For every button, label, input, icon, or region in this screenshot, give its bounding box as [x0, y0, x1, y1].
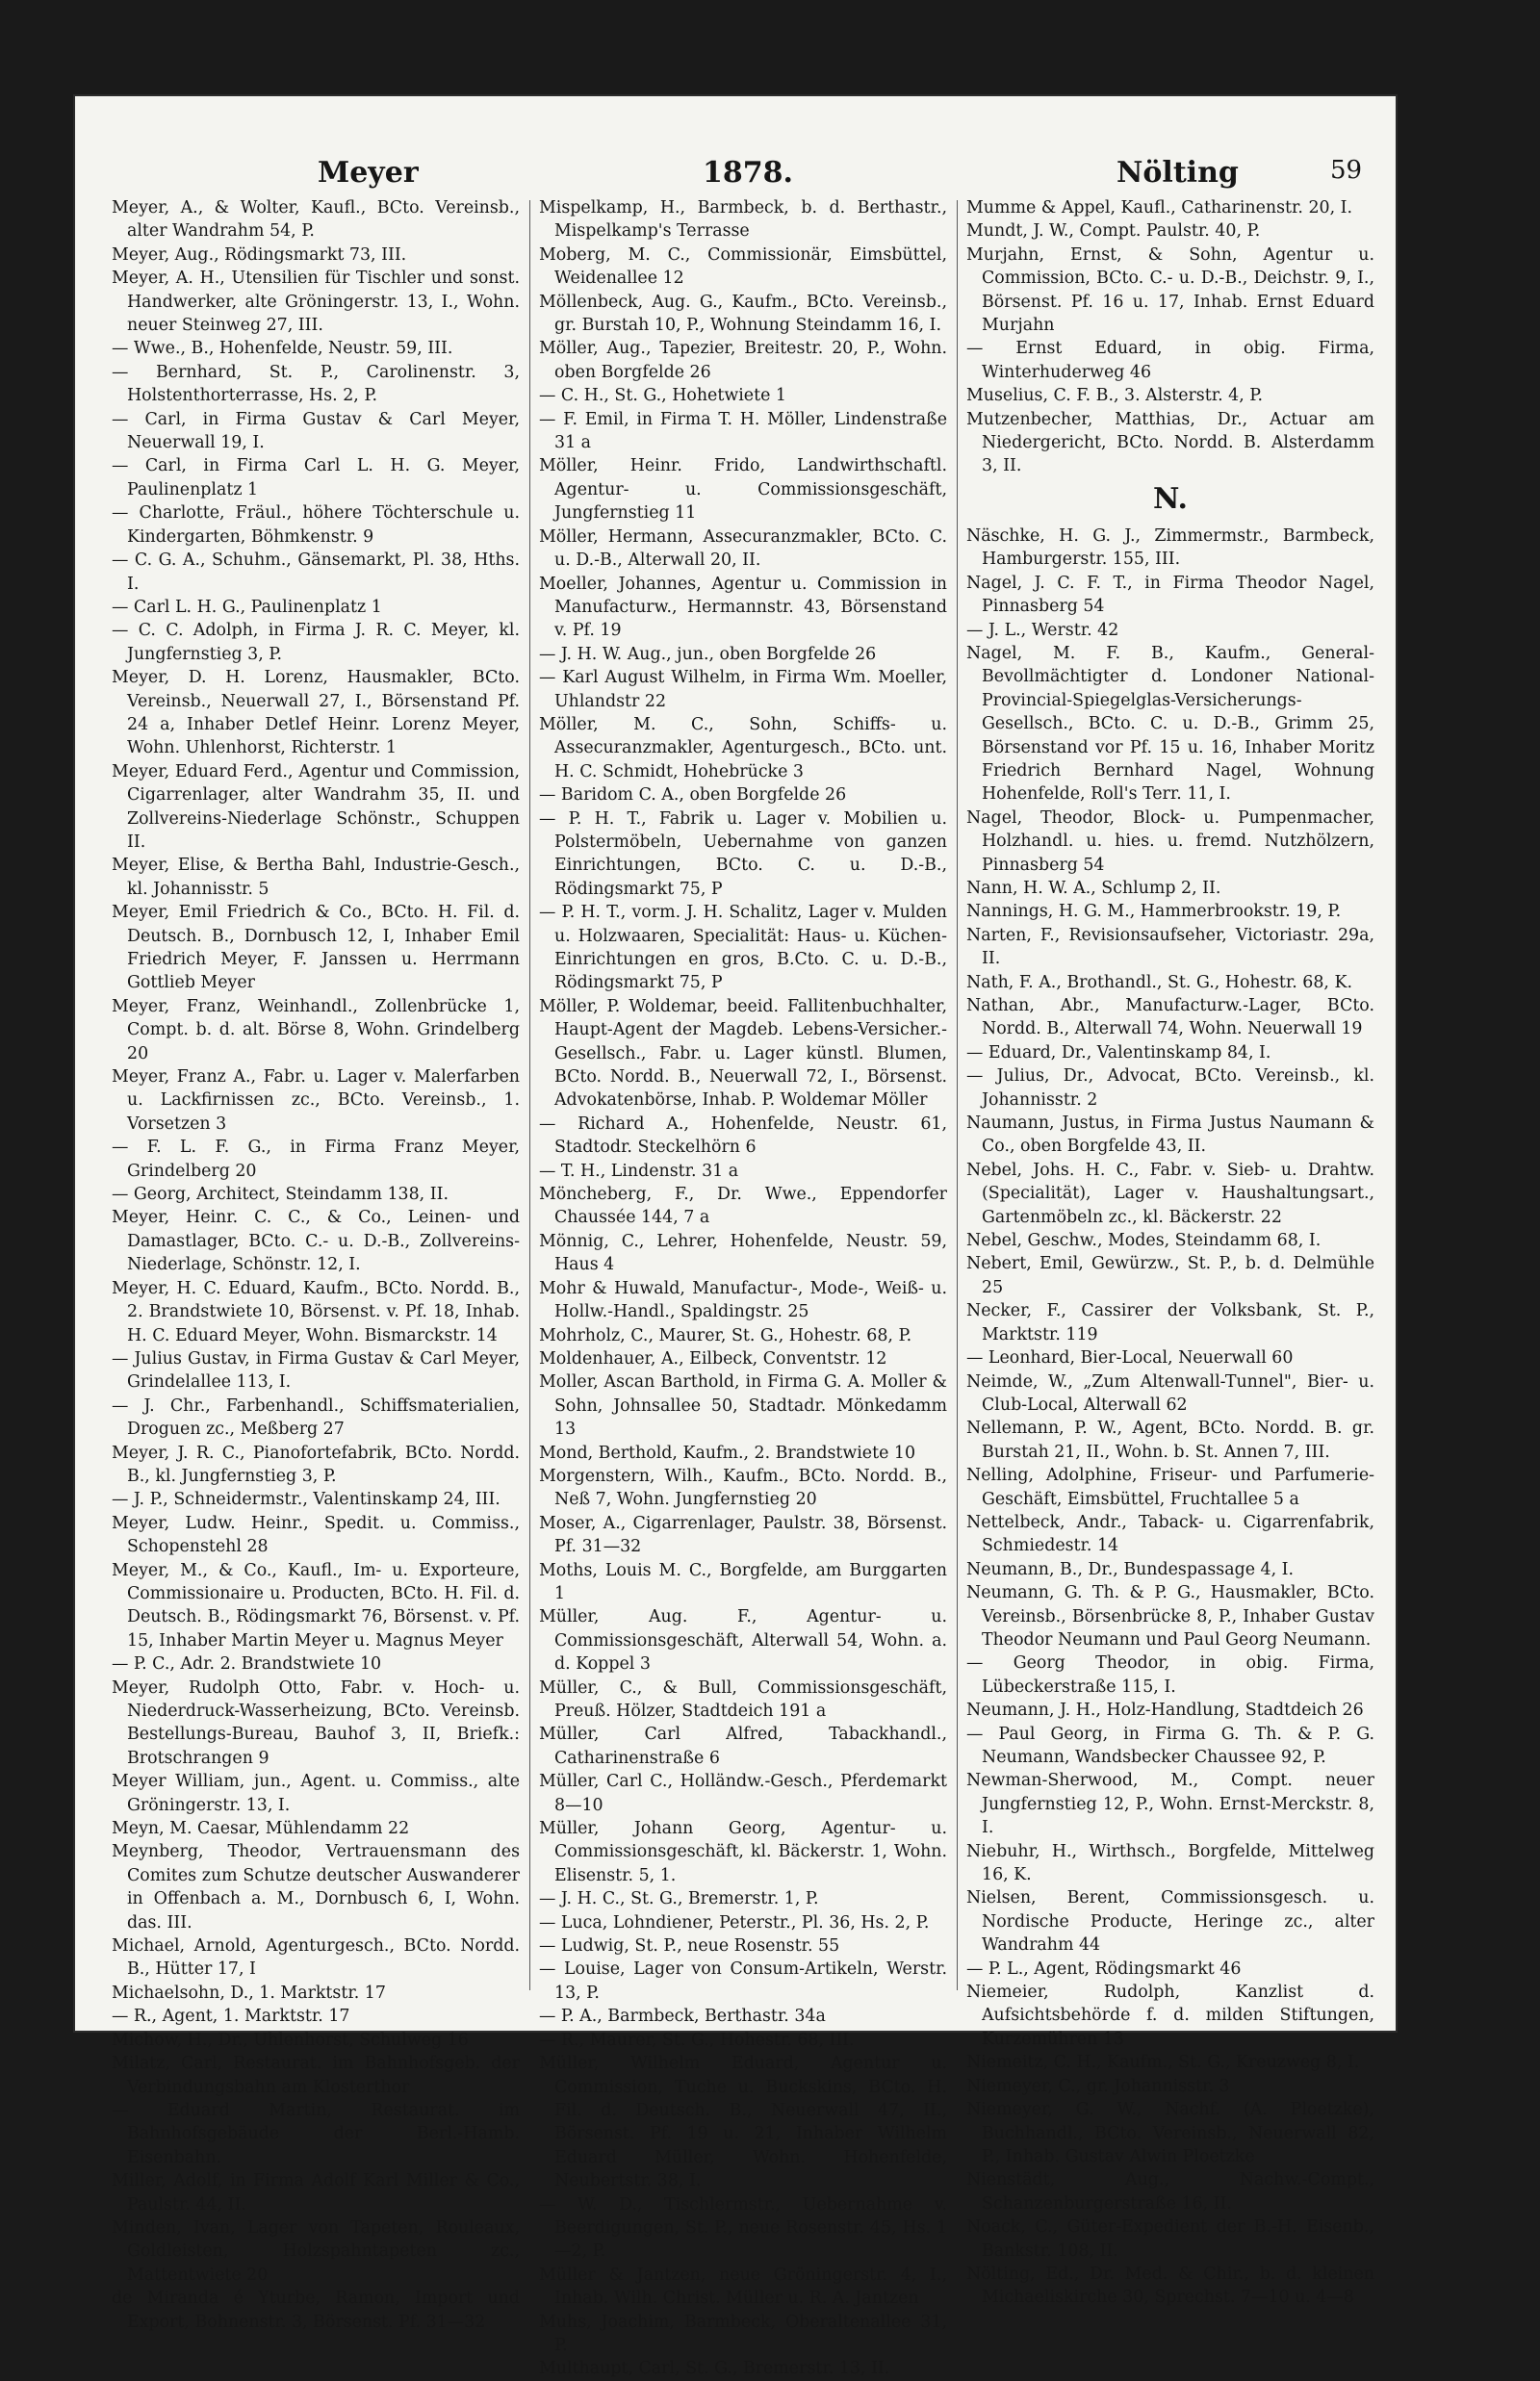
directory-entry: Milatz, Carl, Restaurat. im Bahnhofsgeb. der Verbindungsbahn am Klosterthor: [112, 2054, 520, 2097]
directory-entry: — Bernhard, St. P., Carolinenstr. 3, Holstenthorterrasse, Hs. 2, P.: [112, 362, 520, 406]
directory-entry: — P. C., Adr. 2. Brandstwiete 10: [112, 1654, 382, 1675]
document-page: [75, 96, 1396, 2379]
directory-entry: Meyer, H. C. Eduard, Kaufm., BCto. Nordd. B., 2. Brandstwiete 10, Börsenst. v. Pf. 18, Inhab. H. C. Eduard Meyer, Wohn. Bismarckstr. 14: [112, 1278, 520, 1345]
directory-entry: Müller, Johann Georg, Agentur- u. Commissionsgeschäft, kl. Bäckerstr. 1, Wohn. Elisenstr. 5, 1.: [539, 1819, 947, 1885]
page-number: 59: [1330, 156, 1363, 185]
directory-column-2: [539, 196, 947, 2379]
directory-entry: Muselius, C. F. B., 3. Alsterstr. 4, P.: [966, 386, 1263, 406]
directory-entry: — P. L., Agent, Rödingsmarkt 46: [966, 1959, 1242, 1979]
directory-entry: Miller, Adolf, in Firma Adolf Karl Miller & Co., Paulstr. 44, II.: [112, 2171, 520, 2215]
directory-entry: Möncheberg, F., Dr. Wwe., Eppendorfer Chaussée 144, 7 a: [539, 1185, 947, 1228]
directory-entry: Niemeitz, C. H., Kaufm., St. G., Kreuzweg 8, I.: [966, 2053, 1360, 2073]
directory-entry: Niemeier, Rudolph, Kanzlist d. Aufsichtsbehörde f. d. milden Stiftungen, Kurzemühren 13: [966, 1983, 1374, 2049]
directory-entry: Meyn, M. Caesar, Mühlendamm 22: [112, 1819, 410, 1839]
directory-entry: — Karl August Wilhelm, in Firma Wm. Moeller, Uhlandstr 22: [539, 668, 947, 711]
directory-entry: Meyer, Rudolph Otto, Fabr. v. Hoch- u. Niederdruck-Wasserheizung, BCto. Vereinsb. Bestellungs-Bureau, Bauhof 3, II, Briefk.: Brotschrangen 9: [112, 1677, 520, 1768]
directory-entry: — C. G. A., Schuhm., Gänsemarkt, Pl. 38, Hths. I.: [112, 550, 520, 594]
directory-entry: Niemeyer, C., gr. Johannisstr. 3: [966, 2076, 1230, 2096]
directory-entry: Muhs, Joachim, Barmbeck, Oberaltenallee 31, P.: [539, 2312, 947, 2355]
directory-entry: Meyer William, jun., Agent. u. Commiss., alte Gröningerstr. 13, I.: [112, 1772, 520, 1815]
directory-entry: — Eduard Martin, Restaurat. im Bahnhofsgebäude der Berl.-Hamb. Eisenbahn.: [112, 2100, 520, 2167]
directory-entry: Meyer, Aug., Rödingsmarkt 73, III.: [112, 244, 407, 265]
running-head-left: Meyer: [318, 156, 419, 190]
directory-entry: — Leonhard, Bier-Local, Neuerwall 60: [966, 1348, 1294, 1369]
directory-entry: Michael, Arnold, Agenturgesch., BCto. Nordd. B., Hütter 17, I: [112, 1936, 520, 1980]
column-divider: [957, 200, 958, 1990]
directory-entry: Nagel, J. C. F. T., in Firma Theodor Nagel, Pinnasberg 54: [966, 573, 1374, 617]
directory-entry: Müller, C., & Bull, Commissionsgeschäft, Preuß. Hölzer, Stadtdeich 191 a: [539, 1677, 947, 1721]
column-divider: [529, 200, 530, 1990]
directory-entry: Niemeyer, G. W., Nachf. (A. Ploetzke), Buchhandl., BCto. Vereinsb., Neuerwall 82, P., Inhab. Gustav Alwin Ploetzke: [966, 2100, 1374, 2166]
directory-entry: Möller, Heinr. Frido, Landwirthschaftl. Agentur- u. Commissionsgeschäft, Jungfernstieg 11: [539, 456, 947, 524]
directory-entry: Nebel, Johs. H. C., Fabr. v. Sieb- u. Drahtw. (Specialität), Lager v. Haushaltungsart., Gartenmöbeln zc., kl. Bäckerstr. 22: [966, 1160, 1374, 1227]
directory-entry: Nelling, Adolphine, Friseur- und Parfumerie-Geschäft, Eimsbüttel, Fruchtallee 5 a: [966, 1466, 1374, 1509]
directory-entry: Noack, C., Güter-Expedient der B.-H. Eisenb., Bankstr. 108, II.: [966, 2217, 1374, 2261]
directory-entry: Neumann, B., Dr., Bundespassage 4, I.: [966, 1559, 1295, 1579]
directory-entry: Mundt, J. W., Compt. Paulstr. 40, P.: [966, 221, 1261, 242]
directory-entry: Nagel, M. F. B., Kaufm., General-Bevollmächtigter d. Londoner National-Provincial-Spiegelglas-Versicherungs-Gesellsch., BCto. C. u. D.-B., Grimm 25, Börsenstand vor Pf. 15 u. 16, Inhaber Moritz Friedrich Bernhard Nagel, Wohnung Hohenfelde, Roll's Terr. 11, I.: [966, 643, 1374, 805]
directory-entry: Nebert, Emil, Gewürzw., St. P., b. d. Delmühle 25: [966, 1254, 1374, 1297]
directory-entry: Möller, M. C., Sohn, Schiffs- u. Assecuranzmakler, Agenturgesch., BCto. unt. H. C. Schmidt, Hohebrücke 3: [539, 714, 947, 781]
directory-entry: Murjahn, Ernst, & Sohn, Agentur u. Commission, BCto. C.- u. D.-B., Deichstr. 9, I., Börsenst. Pf. 16 u. 17, Inhab. Ernst Eduard Murjahn: [966, 244, 1374, 336]
directory-entry: Mond, Berthold, Kaufm., 2. Brandstwiete 10: [539, 1443, 916, 1463]
directory-entry: — Eduard, Dr., Valentinskamp 84, I.: [966, 1042, 1271, 1062]
directory-entry: — T. H., Lindenstr. 31 a: [539, 1161, 739, 1181]
directory-column-3: [966, 196, 1374, 2308]
section-letter: N.: [1153, 481, 1188, 516]
directory-entry: — Carl, in Firma Carl L. H. G. Meyer, Paulinenplatz 1: [112, 456, 520, 499]
directory-entry: — Wwe., B., Hohenfelde, Neustr. 59, III.: [112, 339, 453, 359]
directory-entry: — C. H., St. G., Hohetwiete 1: [539, 386, 786, 406]
directory-entry: Narten, F., Revisionsaufseher, Victoriastr. 29a, II.: [966, 925, 1374, 969]
directory-entry: Moths, Louis M. C., Borgfelde, am Burggarten 1: [539, 1560, 947, 1603]
directory-entry: Meyer, Heinr. C. C., & Co., Leinen- und Damastlager, BCto. C.- u. D.-B., Zollvereins-Niederlage, Schönstr. 12, I.: [112, 1208, 520, 1275]
directory-entry: Möller, Aug., Tapezier, Breitestr. 20, P., Wohn. oben Borgfelde 26: [539, 339, 947, 382]
directory-entry: Neumann, J. H., Holz-Handlung, Stadtdeich 26: [966, 1701, 1364, 1721]
directory-entry: — P. H. T., Fabrik u. Lager v. Mobilien u. Polstermöbeln, Uebernahme von ganzen Einrichtungen, BCto. C. u. D.-B., Rödingsmarkt 75, P: [539, 808, 947, 899]
directory-entry: — C. C. Adolph, in Firma J. R. C. Meyer, kl. Jungfernstieg 3, P.: [112, 621, 520, 664]
directory-entry: Nettelbeck, Andr., Taback- u. Cigarrenfabrik, Schmiedestr. 14: [966, 1512, 1374, 1556]
directory-entry: Müller, Aug. F., Agentur- u. Commissionsgeschäft, Alterwall 54, Wohn. a. d. Koppel 3: [539, 1607, 947, 1675]
directory-entry: Meyer, A. H., Utensilien für Tischler und sonst. Handwerker, alte Gröningerstr. 13, I., Wohn. neuer Steinweg 27, III.: [112, 269, 520, 336]
directory-entry: — J. P., Schneidermstr., Valentinskamp 24, III.: [112, 1490, 500, 1510]
directory-entry: Michow, H., Dr., Uhlenhorst, Schulweg 16: [112, 2030, 469, 2050]
directory-entry: — Julius, Dr., Advocat, BCto. Vereinsb., kl. Johannisstr. 2: [966, 1066, 1374, 1110]
directory-entry: Näschke, H. G. J., Zimmermstr., Barmbeck, Hamburgerstr. 155, III.: [966, 525, 1374, 570]
directory-entry: Meyer, A., & Wolter, Kaufl., BCto. Vereinsb., alter Wandrahm 54, P.: [112, 198, 520, 242]
directory-entry: Michaelsohn, D., 1. Marktstr. 17: [112, 1983, 386, 2003]
directory-entry: Meyer, Eduard Ferd., Agentur und Commission, Cigarrenlager, alter Wandrahm 35, II. und Zollvereins-Niederlage Schönstr., Schuppen II.: [112, 761, 520, 852]
directory-entry: — P. H. T., vorm. J. H. Schalitz, Lager v. Mulden u. Holzwaaren, Specialität: Haus- u. Küchen-Einrichtungen en gros, B.Cto. C. u. D.-B., Rödingsmarkt 75, P: [539, 903, 947, 993]
directory-entry: Meyer, J. R. C., Pianofortefabrik, BCto. Nordd. B., kl. Jungfernstieg 3, P.: [112, 1443, 520, 1486]
directory-entry: Möllenbeck, Aug. G., Kaufm., BCto. Vereinsb., gr. Burstah 10, P., Wohnung Steindamm 16, I.: [539, 292, 947, 336]
directory-entry: Moeller, Johannes, Agentur u. Commission in Manufacturw., Hermannstr. 43, Börsenstand v. Pf. 19: [539, 574, 947, 641]
directory-entry: Nielsen, Berent, Commissionsgesch. u. Nordische Producte, Heringe zc., alter Wandrahm 44: [966, 1888, 1374, 1956]
directory-entry: Mönnig, C., Lehrer, Hohenfelde, Neustr. 59, Haus 4: [539, 1231, 947, 1275]
directory-entry: — P. A., Barmbeck, Berthastr. 34a: [539, 2007, 826, 2027]
directory-entry: — R., Maurer, St. G., Hohestr. 68, III.: [539, 2030, 855, 2050]
directory-entry: Mohr & Huwald, Manufactur-, Mode-, Weiß- u. Hollw.-Handl., Spaldingstr. 25: [539, 1278, 947, 1322]
running-head-year: 1878.: [703, 156, 793, 190]
directory-entry: Morgenstern, Wilh., Kaufm., BCto. Nordd. B., Neß 7, Wohn. Jungfernstieg 20: [539, 1466, 947, 1510]
directory-entry: — Richard A., Hohenfelde, Neustr. 61, Stadtodr. Steckelhörn 6: [539, 1114, 947, 1158]
directory-entry: Mohrholz, C., Maurer, St. G., Hohestr. 68, P.: [539, 1325, 912, 1345]
directory-entry: Moldenhauer, A., Eilbeck, Conventstr. 12: [539, 1348, 887, 1369]
directory-entry: Meyer, Elise, & Bertha Bahl, Industrie-Gesch., kl. Johannisstr. 5: [112, 856, 520, 899]
directory-entry: — Paul Georg, in Firma G. Th. & P. G. Neumann, Wandsbecker Chaussee 92, P.: [966, 1724, 1374, 1767]
directory-entry: Nath, F. A., Brothandl., St. G., Hohestr. 68, K.: [966, 972, 1353, 992]
directory-entry: — Ludwig, St. P., neue Rosenstr. 55: [539, 1936, 840, 1957]
directory-columns: [112, 196, 1374, 2379]
directory-entry: Meyer, Emil Friedrich & Co., BCto. H. Fil. d. Deutsch. B., Dornbusch 12, I, Inhaber Emil Friedrich Meyer, F. Janssen u. Herrmann Gottlieb Meyer: [112, 903, 520, 993]
directory-entry: Moberg, M. C., Commissionär, Eimsbüttel, Weidenallee 12: [539, 244, 947, 289]
directory-entry: — J. Chr., Farbenhandl., Schiffsmaterialien, Droguen zc., Meßberg 27: [112, 1395, 520, 1440]
directory-entry: Nienstädt, Aug., Nachw.-Compt., Schanzenburgerstraße 16, II.: [966, 2170, 1374, 2214]
directory-entry: Meyer, Franz, Weinhandl., Zollenbrücke 1, Compt. b. d. alt. Börse 8, Wohn. Grindelberg 20: [112, 996, 520, 1063]
directory-entry: Nölting, Ed., Dr. Med. & Chir., b. d. kleinen Michaeliskirche 30, Sprechst. 7—10 u. 4—8: [966, 2264, 1374, 2308]
directory-entry: Mispelkamp, H., Barmbeck, b. d. Berthastr., Mispelkamp's Terrasse: [539, 198, 947, 242]
directory-entry: Moser, A., Cigarrenlager, Paulstr. 38, Börsenst. Pf. 31—32: [539, 1513, 947, 1557]
directory-entry: Mumme & Appel, Kaufl., Catharinenstr. 20, I.: [966, 198, 1353, 218]
directory-entry: — Carl L. H. G., Paulinenplatz 1: [112, 597, 382, 617]
directory-column-1: [112, 196, 520, 2332]
directory-entry: Nann, H. W. A., Schlump 2, II.: [966, 878, 1221, 898]
directory-entry: Nannings, H. G. M., Hammerbrookstr. 19, P.: [966, 902, 1342, 922]
directory-entry: Multhaupt, Carl, St. G., Bremerstr. 13, II.: [539, 2359, 890, 2379]
directory-entry: Möller, Hermann, Assecuranzmakler, BCto. C. u. D.-B., Alterwall 20, II.: [539, 526, 947, 571]
directory-entry: Müller & Jantzen, neue Gröningerstr. 4, I., Inhab. Wilh. Christ. Müller u. R. A. Jantzen: [539, 2265, 947, 2309]
running-head-right: Nölting: [1116, 156, 1239, 190]
directory-entry: — J. H. W. Aug., jun., oben Borgfelde 26: [539, 644, 877, 664]
directory-entry: Moller, Ascan Barthold, in Firma G. A. Moller & Sohn, Johnsallee 50, Stadtadr. Mönkedamm 13: [539, 1372, 947, 1440]
directory-entry: Minden, Ivan, Lager von Tapeten, Rouleaux, Goldleisten, Holzspahntapeten zc., Mattentwiete 20: [112, 2217, 520, 2285]
directory-entry: — J. H. C., St. G., Bremerstr. 1, P.: [539, 1889, 819, 1909]
directory-entry: — Carl, in Firma Gustav & Carl Meyer, Neuerwall 19, I.: [112, 409, 520, 453]
directory-entry: — Julius Gustav, in Firma Gustav & Carl Meyer, Grindelallee 113, I.: [112, 1348, 520, 1393]
directory-entry: — Charlotte, Fräul., höhere Töchterschule u. Kindergarten, Böhmkenstr. 9: [112, 503, 520, 547]
directory-entry: — Luca, Lohndiener, Peterstr., Pl. 36, Hs. 2, P.: [539, 1912, 930, 1933]
directory-entry: — W. D., Tischlermstr., Uebernahme v. Beerdigungen, St. P., neue Rosenstr. 45, Hs. 1—2, P.: [539, 2194, 947, 2262]
directory-entry: Meynberg, Theodor, Vertrauensmann des Comites zum Schutze deutscher Auswanderer in Offenbach a. M., Dornbusch 6, I, Wohn. das. III.: [112, 1842, 520, 1933]
directory-entry: Naumann, Justus, in Firma Justus Naumann & Co., oben Borgfelde 43, II.: [966, 1114, 1374, 1157]
directory-entry: Neumann, G. Th. & P. G., Hausmakler, BCto. Vereinsb., Börsenbrücke 8, P., Inhaber Gustav Theodor Neumann und Paul Georg Neumann.: [966, 1583, 1374, 1650]
directory-entry: Nagel, Theodor, Block- u. Pumpenmacher, Holzhandl. u. hies. u. fremd. Nutzhölzern, Pinnasberg 54: [966, 807, 1374, 875]
directory-entry: — F. L. F. G., in Firma Franz Meyer, Grindelberg 20: [112, 1138, 520, 1181]
directory-entry: — R., Agent, 1. Marktstr. 17: [112, 2007, 350, 2027]
directory-entry: — Ernst Eduard, in obig. Firma, Winterhuderweg 46: [966, 339, 1374, 382]
directory-entry: — Louise, Lager von Consum-Artikeln, Werstr. 13, P.: [539, 1959, 947, 2003]
directory-entry: Mutzenbecher, Matthias, Dr., Actuar am Niedergericht, BCto. Nordd. B. Alsterdamm 3, II.: [966, 409, 1374, 476]
directory-entry: Meyer, Franz A., Fabr. u. Lager v. Malerfarben u. Lackfirnissen zc., BCto. Vereinsb., 1. Vorsetzen 3: [112, 1067, 520, 1134]
directory-entry: Nellemann, P. W., Agent, BCto. Nordd. B. gr. Burstah 21, II., Wohn. b. St. Annen 7, III.: [966, 1419, 1374, 1462]
directory-entry: Newman-Sherwood, M., Compt. neuer Jungfernstieg 12, P., Wohn. Ernst-Merckstr. 8, I.: [966, 1771, 1374, 1838]
directory-entry: Nebel, Geschw., Modes, Steindamm 68, I.: [966, 1231, 1322, 1251]
directory-entry: — Georg Theodor, in obig. Firma, Lübeckerstraße 115, I.: [966, 1653, 1374, 1697]
directory-entry: Nathan, Abr., Manufacturw.-Lager, BCto. Nordd. B., Alterwall 74, Wohn. Neuerwall 19: [966, 996, 1374, 1039]
directory-entry: Möller, P. Woldemar, beeid. Fallitenbuchhalter, Haupt-Agent der Magdeb. Lebens-Versicher.-Gesellsch., Fabr. u. Lager künstl. Blumen, BCto. Nordd. B., Neuerwall 72, I., Börsenst. Advokatenbörse, Inhab. P. Woldemar Möller: [539, 996, 947, 1111]
directory-entry: Meyer, D. H. Lorenz, Hausmakler, BCto. Vereinsb., Neuerwall 27, I., Börsenstand Pf. 24 a, Inhaber Detlef Heinr. Lorenz Meyer, Wohn. Uhlenhorst, Richterstr. 1: [112, 668, 520, 758]
directory-entry: de Miranda é Yturbe, Ramon, Import und Export, Bohnenstr. 3, Börsenst. Pf. 31—32: [112, 2289, 520, 2332]
directory-entry: — F. Emil, in Firma T. H. Möller, Lindenstraße 31 a: [539, 409, 947, 453]
directory-entry: — Georg, Architect, Steindamm 138, II.: [112, 1185, 449, 1205]
directory-entry: Müller, Wilhelm Eduard, Agentur u. Commission, Tuche u. Buckskins, BCto. H. Fil. d. Deutsch. B., Neuerwall 47, II., Börsenst. Pf. 19 u. 21, Inhaber Wilhelm Eduard Müller, Wohn. Hohenfelde, Neubertstr. 38, I.: [539, 2054, 947, 2191]
directory-entry: Meyer, M., & Co., Kaufl., Im- u. Exporteure, Commissionaire u. Producten, BCto. H. Fil. d. Deutsch. B., Rödingsmarkt 76, Börsenst. v. Pf. 15, Inhaber Martin Meyer u. Magnus Meyer: [112, 1560, 520, 1651]
directory-entry: — J. L., Werstr. 42: [966, 620, 1119, 640]
directory-entry: — Baridom C. A., oben Borgfelde 26: [539, 785, 847, 806]
directory-entry: Müller, Carl Alfred, Tabackhandl., Catharinenstraße 6: [539, 1725, 947, 1768]
directory-entry: Necker, F., Cassirer der Volksbank, St. P., Marktstr. 119: [966, 1301, 1374, 1344]
directory-entry: Neimde, W., „Zum Altenwall-Tunnel", Bier- u. Club-Local, Alterwall 62: [966, 1371, 1374, 1415]
directory-entry: Müller, Carl C., Holländw.-Gesch., Pferdemarkt 8—10: [539, 1772, 947, 1815]
directory-entry: Niebuhr, H., Wirthsch., Borgfelde, Mittelweg 16, K.: [966, 1841, 1374, 1885]
directory-entry: Meyer, Ludw. Heinr., Spedit. u. Commiss., Schopenstehl 28: [112, 1513, 520, 1557]
